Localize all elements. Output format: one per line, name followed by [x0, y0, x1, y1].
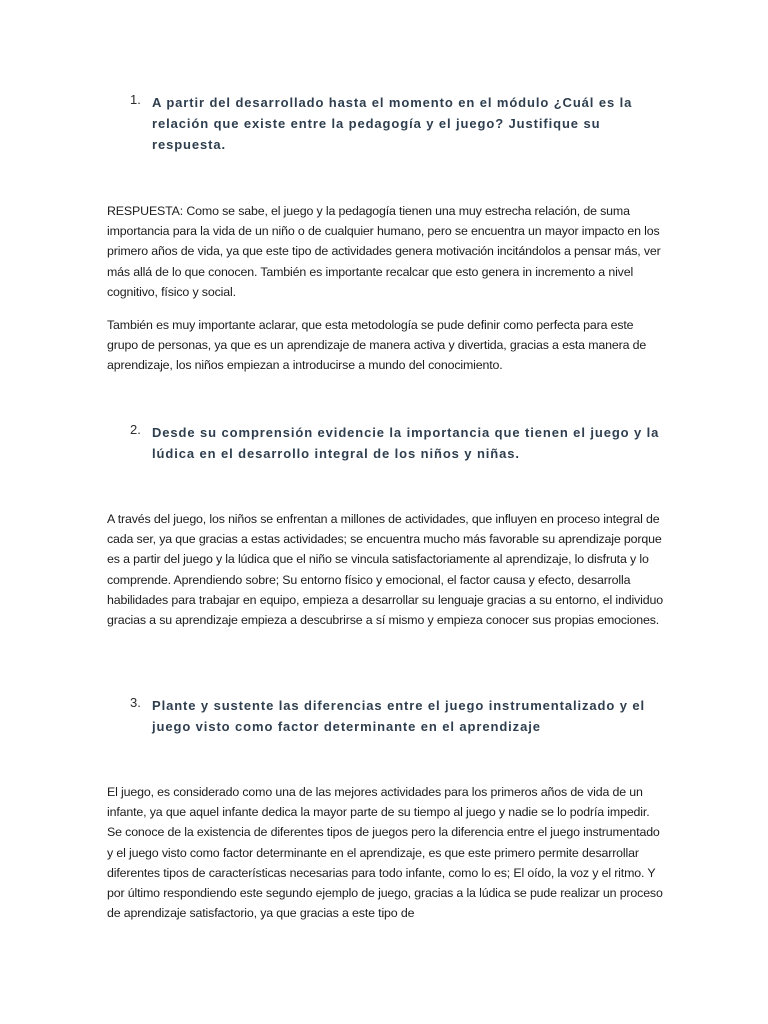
answer-paragraph-1: RESPUESTA: Como se sabe, el juego y la pedagogía tienen una muy estrecha relación, de suma importancia para la vida de un niño o de cualquier humano, pero se encuentra un mayor impacto en los primero años de vida, ya que este tipo de actividades genera motivación incitándolos a pensar más, ver más allá de lo que conocen. También es importante recalcar que esto genera in incremento a nivel cognitivo, físico y social. [107, 204, 661, 299]
question-3 [130, 695, 670, 737]
question-text: A partir del desarrollado hasta el momento en el módulo ¿Cuál es la relación que existe entre la pedagogía y el juego? Justifique su respuesta. [152, 95, 633, 152]
question-number: 3. [130, 695, 141, 710]
answer-paragraph-4: El juego, es considerado como una de las mejores actividades para los primeros años de vida de un infante, ya que aquel infante dedica la mayor parte de su tiempo al juego y nadie se lo podría impedir. Se conoce de la existencia de diferentes tipos de juegos pero la diferencia entre el juego instrumentado y el juego visto como factor determinante en el aprendizaje, es que este primero permite desarrollar diferentes tipos de características necesarias para todo infante, como lo es; El oído, la voz y el ritmo. Y por último respondiendo este segundo ejemplo de juego, gracias a la lúdica se pude realizar un proceso de aprendizaje satisfactorio, ya que gracias a este tipo de [107, 785, 663, 921]
question-2 [130, 422, 670, 464]
question-number: 2. [130, 422, 141, 437]
question-number: 1. [130, 92, 141, 107]
answer-paragraph-2: También es muy importante aclarar, que esta metodología se pude definir como perfecta para este grupo de personas, ya que es un aprendizaje de manera activa y divertida, gracias a esta manera de aprendizaje, los niños empiezan a introducirse a mundo del conocimiento. [107, 318, 647, 373]
question-text: Plante y sustente las diferencias entre el juego instrumentalizado y el juego visto como factor determinante en el aprendizaje [152, 698, 646, 734]
question-1 [130, 92, 670, 155]
question-text: Desde su comprensión evidencie la importancia que tienen el juego y la lúdica en el desarrollo integral de los niños y niñas. [152, 425, 660, 461]
answer-paragraph-3: A través del juego, los niños se enfrentan a millones de actividades, que influyen en proceso integral de cada ser, ya que gracias a estas actividades; se encuentra mucho más favorable su aprendizaje porque es a partir del juego y la lúdica que el niño se vincula satisfactoriamente al aprendizaje, lo disfruta y lo comprende. Aprendiendo sobre; Su entorno físico y emocional, el factor causa y efecto, desarrolla habilidades para trabajar en equipo, empieza a desarrollar su lenguaje gracias a su entorno, el individuo gracias a su aprendizaje empieza a descubrirse a sí mismo y empieza conocer sus propias emociones. [107, 512, 663, 628]
